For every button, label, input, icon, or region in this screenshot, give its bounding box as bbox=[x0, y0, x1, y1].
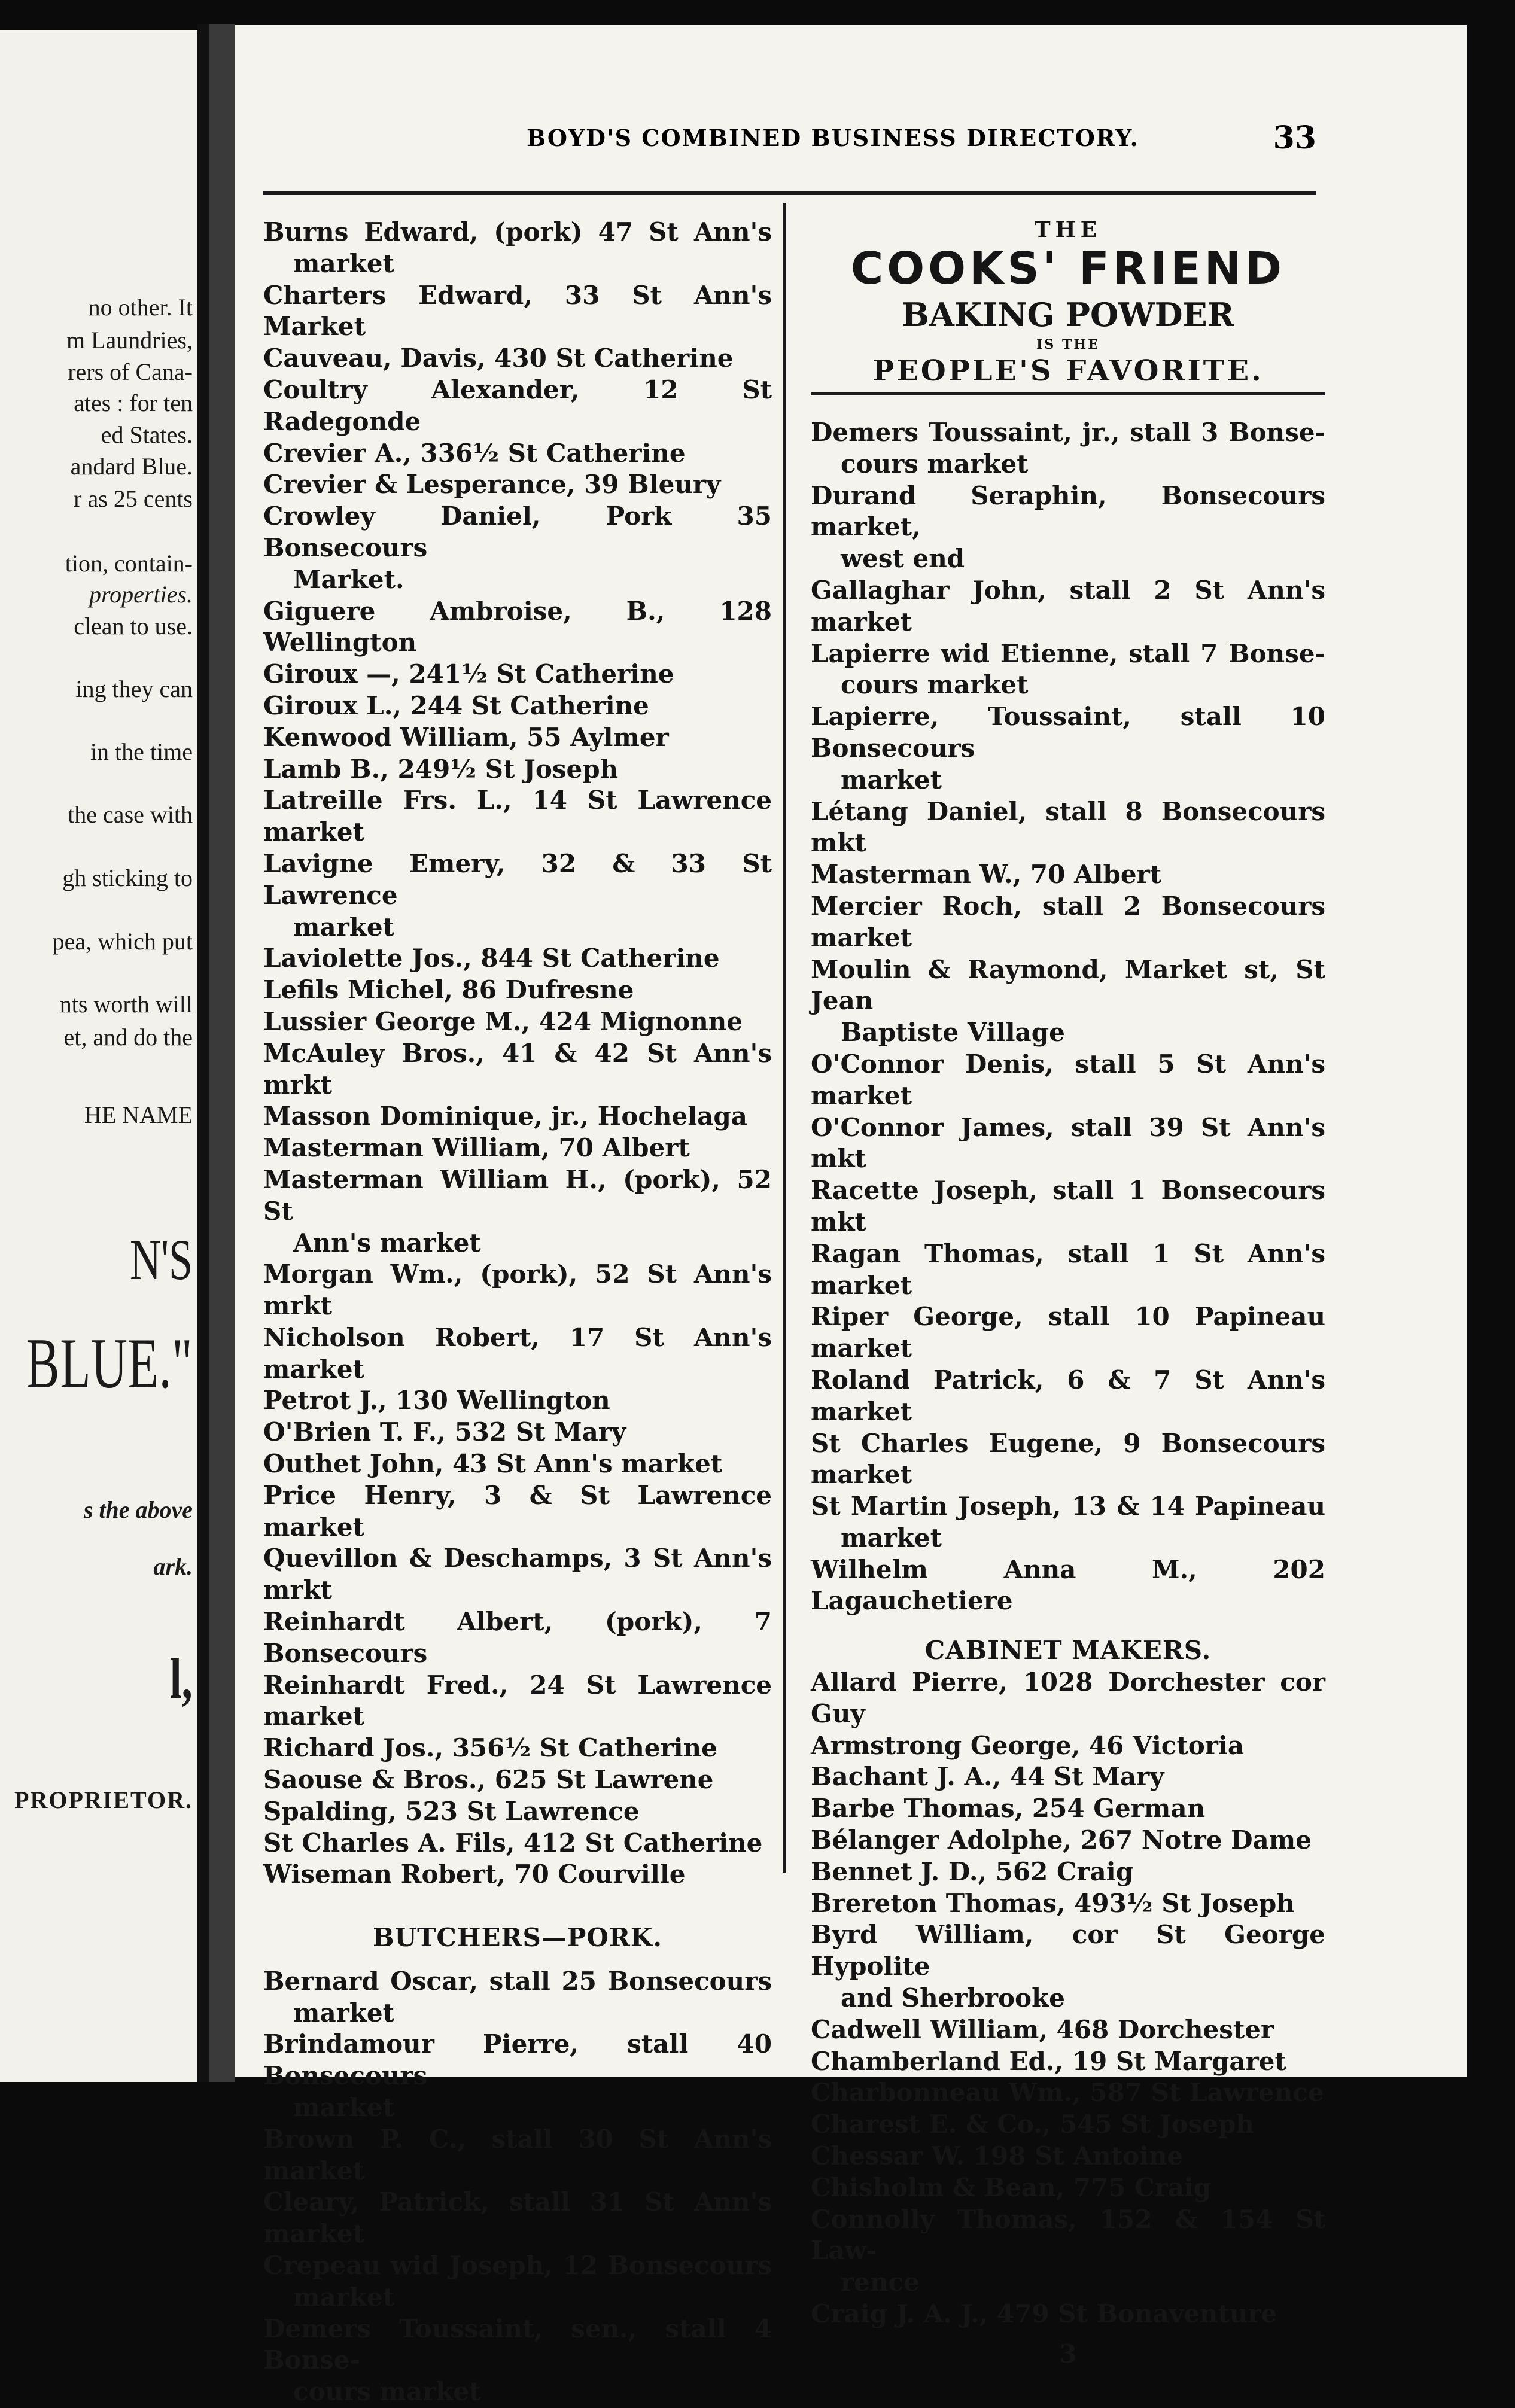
facing-page-line: no other. It bbox=[88, 294, 193, 321]
directory-entry bbox=[263, 1038, 772, 1101]
ad-product: BAKING POWDER bbox=[902, 296, 1234, 334]
entry-continuation: cours market bbox=[841, 449, 1029, 479]
entry-line: Bachant J. A., 44 St Mary bbox=[811, 1762, 1164, 1792]
entry-line: Masson Dominique, jr., Hochelaga bbox=[263, 1101, 747, 1131]
entry-line: Charest E. & Co., 545 St Joseph bbox=[811, 2109, 1254, 2139]
entry-continuation: market bbox=[293, 912, 395, 942]
directory-entry bbox=[263, 1259, 772, 1322]
entry-line: Morgan Wm., (pork), 52 St Ann's mrkt bbox=[263, 1259, 772, 1321]
facing-page-line: clean to use. bbox=[74, 613, 193, 640]
directory-entry bbox=[263, 1101, 772, 1133]
entry-line: Byrd William, cor St George Hypolite bbox=[811, 1920, 1325, 1981]
header-rule bbox=[263, 191, 1316, 195]
running-head bbox=[287, 120, 1328, 168]
entry-line: Masterman William H., (pork), 52 St bbox=[263, 1164, 772, 1226]
entry-line: Laviolette Jos., 844 St Catherine bbox=[263, 943, 720, 973]
directory-entry bbox=[263, 280, 772, 343]
facing-page-line: ark. bbox=[153, 1553, 193, 1580]
directory-entry bbox=[263, 501, 772, 595]
facing-page-fragment bbox=[0, 30, 197, 2082]
column-divider bbox=[783, 203, 786, 1873]
directory-entry bbox=[811, 859, 1325, 891]
entry-line: Crevier A., 336½ St Catherine bbox=[263, 438, 686, 468]
directory-entry bbox=[811, 638, 1325, 702]
ad-is-the: IS THE bbox=[1036, 337, 1100, 352]
entry-line: Masterman W., 70 Albert bbox=[811, 860, 1162, 890]
facing-page-line: properties. bbox=[89, 581, 193, 608]
directory-entry bbox=[263, 1164, 772, 1259]
entry-continuation: market bbox=[293, 2093, 395, 2123]
directory-entry bbox=[263, 217, 772, 280]
entry-line: Lapierre, Toussaint, stall 10 Bonsecours bbox=[811, 702, 1325, 763]
directory-entry bbox=[811, 2299, 1325, 2330]
entry-continuation: market bbox=[293, 1998, 395, 2028]
directory-entry bbox=[811, 1554, 1325, 1618]
entry-line: Latreille Frs. L., 14 St Lawrence market bbox=[263, 786, 772, 847]
directory-entry bbox=[811, 701, 1325, 796]
entry-continuation: Baptiste Village bbox=[841, 1018, 1065, 1048]
entry-line: Outhet John, 43 St Ann's market bbox=[263, 1449, 723, 1479]
directory-entry bbox=[263, 375, 772, 438]
ad-favorite: PEOPLE'S FAVORITE. bbox=[872, 354, 1264, 388]
entry-continuation: market bbox=[841, 1523, 942, 1552]
ad-the: THE bbox=[1034, 217, 1102, 242]
directory-entry bbox=[811, 1730, 1325, 1762]
entry-continuation: and Sherbrooke bbox=[841, 1983, 1065, 2013]
running-title: BOYD'S COMBINED BUSINESS DIRECTORY. bbox=[527, 124, 1139, 151]
facing-page-line: rers of Cana- bbox=[68, 358, 193, 385]
facing-page-line: andard Blue. bbox=[70, 453, 193, 480]
directory-entry bbox=[811, 1667, 1325, 1730]
directory-entry bbox=[263, 2124, 772, 2187]
entry-line: Reinhardt Fred., 24 St Lawrence market bbox=[263, 1670, 772, 1731]
directory-entry bbox=[811, 1175, 1325, 1238]
directory-entry bbox=[811, 1793, 1325, 1825]
directory-entry bbox=[263, 1543, 772, 1606]
entry-line: Spalding, 523 St Lawrence bbox=[263, 1796, 640, 1826]
entry-line: Moulin & Raymond, Market st, St Jean bbox=[811, 954, 1325, 1016]
facing-page-line: l, bbox=[169, 1646, 193, 1710]
directory-entry bbox=[811, 891, 1325, 954]
entry-line: Saouse & Bros., 625 St Lawrene bbox=[263, 1765, 714, 1795]
left-section2-entries bbox=[263, 1966, 772, 2408]
directory-entry bbox=[811, 954, 1325, 1049]
entry-line: Allard Pierre, 1028 Dorchester cor Guy bbox=[811, 1667, 1325, 1728]
entry-line: Lussier George M., 424 Mignonne bbox=[263, 1006, 743, 1036]
directory-entry bbox=[811, 575, 1325, 638]
left-entries bbox=[263, 217, 772, 1891]
entry-line: Charters Edward, 33 St Ann's Market bbox=[263, 280, 772, 342]
entry-line: Giguere Ambroise, B., 128 Wellington bbox=[263, 596, 772, 657]
entry-continuation: market bbox=[293, 2282, 395, 2312]
entry-line: O'Connor James, stall 39 St Ann's mkt bbox=[811, 1112, 1325, 1174]
right-column bbox=[811, 217, 1325, 2370]
entry-line: Lamb B., 249½ St Joseph bbox=[263, 754, 619, 784]
entry-line: Burns Edward, (pork) 47 St Ann's bbox=[263, 217, 772, 246]
directory-entry bbox=[811, 2172, 1325, 2204]
entry-line: Lavigne Emery, 32 & 33 St Lawrence bbox=[263, 848, 772, 910]
directory-entry bbox=[263, 469, 772, 501]
directory-entry bbox=[263, 438, 772, 470]
entry-line: Riper George, stall 10 Papineau market bbox=[811, 1302, 1325, 1363]
entry-line: Reinhardt Albert, (pork), 7 Bonsecours bbox=[263, 1607, 772, 1668]
entry-line: Ragan Thomas, stall 1 St Ann's market bbox=[811, 1238, 1325, 1300]
entry-continuation: Ann's market bbox=[293, 1228, 481, 1258]
book-gutter-shadow bbox=[209, 24, 235, 2082]
entry-line: Chessar W. 198 St Antoine bbox=[811, 2141, 1184, 2171]
entry-line: Nicholson Robert, 17 St Ann's market bbox=[263, 1322, 772, 1384]
directory-entry bbox=[263, 1133, 772, 1164]
facing-page-line: tion, contain- bbox=[65, 550, 193, 577]
ad-brand-name: COOKS' FRIEND bbox=[850, 243, 1286, 294]
directory-entry bbox=[811, 2014, 1325, 2046]
facing-page-line: HE NAME bbox=[84, 1101, 193, 1128]
directory-entry bbox=[811, 2141, 1325, 2172]
entry-line: Price Henry, 3 & St Lawrence market bbox=[263, 1480, 772, 1542]
entry-line: Charbonneau Wm., 587 St Lawrence bbox=[811, 2078, 1324, 2108]
directory-entry bbox=[263, 1322, 772, 1386]
entry-continuation: market bbox=[841, 765, 942, 794]
directory-entry bbox=[811, 1491, 1325, 1554]
directory-entry bbox=[263, 596, 772, 659]
entry-line: Petrot J., 130 Wellington bbox=[263, 1386, 610, 1415]
section-heading-butchers-pork: BUTCHERS—PORK. bbox=[373, 1923, 662, 1953]
entry-line: St Charles A. Fils, 412 St Catherine bbox=[263, 1828, 763, 1858]
directory-entry bbox=[263, 1417, 772, 1448]
entry-line: Demers Toussaint, sen., stall 4 Bonse- bbox=[263, 2313, 772, 2375]
entry-line: Kenwood William, 55 Aylmer bbox=[263, 722, 669, 752]
entry-line: Quevillon & Deschamps, 3 St Ann's mrkt bbox=[263, 1544, 772, 1605]
section-heading-cabinet-makers: CABINET MAKERS. bbox=[924, 1636, 1212, 1666]
facing-page-line: ing they can bbox=[75, 675, 193, 702]
directory-entry bbox=[811, 2204, 1325, 2299]
directory-entry bbox=[811, 1825, 1325, 1856]
entry-line: Lapierre wid Etienne, stall 7 Bonse- bbox=[811, 638, 1325, 668]
entry-line: Lefils Michel, 86 Dufresne bbox=[263, 975, 634, 1005]
directory-entry bbox=[263, 1796, 772, 1828]
entry-continuation: Market. bbox=[293, 564, 404, 594]
entry-line: Crepeau wid Joseph, 12 Bonsecours bbox=[263, 2251, 772, 2280]
facing-page-line: pea, which put bbox=[52, 928, 193, 955]
directory-entry bbox=[811, 480, 1325, 575]
entry-line: Giroux —, 241½ St Catherine bbox=[263, 659, 674, 689]
directory-entry bbox=[811, 417, 1325, 480]
facing-page-line: r as 25 cents bbox=[74, 485, 193, 512]
directory-entry bbox=[811, 1761, 1325, 1793]
directory-entry bbox=[263, 1733, 772, 1764]
ad-rule bbox=[811, 392, 1325, 395]
entry-line: Bernard Oscar, stall 25 Bonsecours bbox=[263, 1966, 772, 1996]
entry-line: Cleary, Patrick, stall 31 St Ann's market bbox=[263, 2187, 772, 2249]
directory-entry bbox=[811, 1919, 1325, 2014]
entry-line: Wiseman Robert, 70 Courville bbox=[263, 1859, 686, 1889]
facing-page-line: m Laundries, bbox=[66, 327, 193, 354]
entry-continuation: rence bbox=[841, 2267, 920, 2297]
directory-entry bbox=[263, 1828, 772, 1859]
entry-line: Coultry Alexander, 12 St Radegonde bbox=[263, 375, 772, 436]
directory-entry bbox=[263, 722, 772, 754]
facing-page-line: et, and do the bbox=[63, 1024, 193, 1051]
entry-line: Crowley Daniel, Pork 35 Bonsecours bbox=[263, 501, 772, 562]
entry-line: Cauveau, Davis, 430 St Catherine bbox=[263, 343, 734, 373]
entry-line: Masterman William, 70 Albert bbox=[263, 1133, 690, 1163]
entry-line: Bélanger Adolphe, 267 Notre Dame bbox=[811, 1825, 1312, 1855]
directory-entry bbox=[263, 1764, 772, 1796]
directory-entry bbox=[263, 785, 772, 848]
directory-entry bbox=[811, 796, 1325, 860]
facing-page-line: BLUE." bbox=[26, 1323, 193, 1403]
directory-entry bbox=[811, 1888, 1325, 1920]
entry-line: Brown P. C., stall 30 St Ann's market bbox=[263, 2124, 772, 2185]
directory-entry bbox=[263, 1859, 772, 1891]
facing-page-line: ed States. bbox=[101, 421, 193, 448]
facing-page-line: gh sticking to bbox=[62, 864, 193, 891]
directory-entry bbox=[263, 2250, 772, 2313]
directory-entry bbox=[263, 1006, 772, 1038]
entry-line: Roland Patrick, 6 & 7 St Ann's market bbox=[811, 1365, 1325, 1426]
page-number: 33 bbox=[1273, 120, 1316, 156]
entry-line: Brereton Thomas, 493½ St Joseph bbox=[811, 1888, 1295, 1918]
signature-mark: 3 bbox=[1059, 2339, 1077, 2369]
directory-entry bbox=[263, 343, 772, 375]
entry-continuation: cours market bbox=[841, 670, 1029, 700]
directory-entry bbox=[263, 2029, 772, 2123]
directory-entry bbox=[811, 2046, 1325, 2078]
entry-line: Cadwell William, 468 Dorchester bbox=[811, 2014, 1274, 2044]
entry-line: Crevier & Lesperance, 39 Bleury bbox=[263, 470, 721, 500]
entry-line: Gallaghar John, stall 2 St Ann's market bbox=[811, 575, 1325, 637]
facing-page-line: ates : for ten bbox=[74, 389, 193, 416]
facing-page-line: s the above bbox=[83, 1496, 193, 1523]
entry-line: Demers Toussaint, jr., stall 3 Bonse- bbox=[811, 418, 1325, 447]
directory-entry bbox=[263, 754, 772, 786]
entry-line: O'Connor Denis, stall 5 St Ann's market bbox=[811, 1049, 1325, 1110]
entry-line: Craig J. A. J., 479 St Bonaventure bbox=[811, 2299, 1277, 2329]
entry-line: Barbe Thomas, 254 German bbox=[811, 1794, 1206, 1823]
entry-continuation: cours market bbox=[293, 2377, 481, 2407]
directory-entry bbox=[263, 2187, 772, 2250]
facing-page-line: the case with bbox=[68, 801, 193, 828]
directory-entry bbox=[263, 1448, 772, 1480]
directory-entry bbox=[811, 1301, 1325, 1365]
entry-line: Bennet J. D., 562 Craig bbox=[811, 1856, 1134, 1886]
directory-entry bbox=[811, 1238, 1325, 1302]
entry-line: O'Brien T. F., 532 St Mary bbox=[263, 1417, 626, 1447]
directory-entry bbox=[263, 1670, 772, 1733]
entry-line: Chisholm & Bean, 775 Craig bbox=[811, 2172, 1212, 2202]
directory-entry bbox=[263, 848, 772, 943]
directory-entry bbox=[263, 1606, 772, 1670]
entry-line: Brindamour Pierre, stall 40 Bonsecours bbox=[263, 2029, 772, 2091]
entry-line: St Charles Eugene, 9 Bonsecours market bbox=[811, 1428, 1325, 1490]
right-section2-entries bbox=[811, 1667, 1325, 2330]
directory-entry bbox=[263, 659, 772, 690]
directory-entry bbox=[811, 1049, 1325, 1112]
facing-page-line: in the time bbox=[90, 738, 193, 765]
entry-line: Richard Jos., 356½ St Catherine bbox=[263, 1733, 717, 1763]
directory-entry bbox=[811, 1365, 1325, 1428]
directory-entry bbox=[263, 943, 772, 975]
entry-continuation: west end bbox=[841, 544, 965, 574]
directory-entry bbox=[263, 1966, 772, 2029]
entry-line: Chamberland Ed., 19 St Margaret bbox=[811, 2046, 1286, 2076]
advertisement-cooks-friend bbox=[811, 217, 1325, 395]
facing-page-line: PROPRIETOR. bbox=[14, 1786, 193, 1813]
directory-entry bbox=[811, 1856, 1325, 1888]
entry-line: McAuley Bros., 41 & 42 St Ann's mrkt bbox=[263, 1038, 772, 1100]
directory-entry bbox=[263, 1480, 772, 1544]
entry-line: St Martin Joseph, 13 & 14 Papineau bbox=[811, 1491, 1325, 1521]
directory-entry bbox=[811, 2077, 1325, 2109]
entry-line: Armstrong George, 46 Victoria bbox=[811, 1730, 1245, 1760]
facing-page-line: nts worth will bbox=[59, 991, 193, 1018]
entry-line: Mercier Roch, stall 2 Bonsecours market bbox=[811, 891, 1325, 952]
entry-line: Connolly Thomas, 152 & 154 St Law- bbox=[811, 2204, 1325, 2266]
entry-line: Wilhelm Anna M., 202 Lagauchetiere bbox=[811, 1554, 1325, 1616]
right-entries bbox=[811, 417, 1325, 1617]
directory-entry bbox=[263, 2313, 772, 2408]
entry-line: Létang Daniel, stall 8 Bonsecours mkt bbox=[811, 796, 1325, 858]
entry-line: Racette Joseph, stall 1 Bonsecours mkt bbox=[811, 1176, 1325, 1237]
directory-entry bbox=[811, 1112, 1325, 1176]
directory-entry bbox=[263, 1385, 772, 1417]
left-column bbox=[263, 217, 772, 2408]
entry-line: Durand Seraphin, Bonsecours market, bbox=[811, 480, 1325, 542]
facing-page-line: N'S bbox=[129, 1228, 193, 1292]
directory-entry bbox=[263, 975, 772, 1006]
directory-entry bbox=[263, 690, 772, 722]
entry-continuation: market bbox=[293, 248, 395, 278]
directory-entry bbox=[811, 2109, 1325, 2141]
directory-entry bbox=[811, 1428, 1325, 1491]
entry-line: Giroux L., 244 St Catherine bbox=[263, 690, 649, 720]
